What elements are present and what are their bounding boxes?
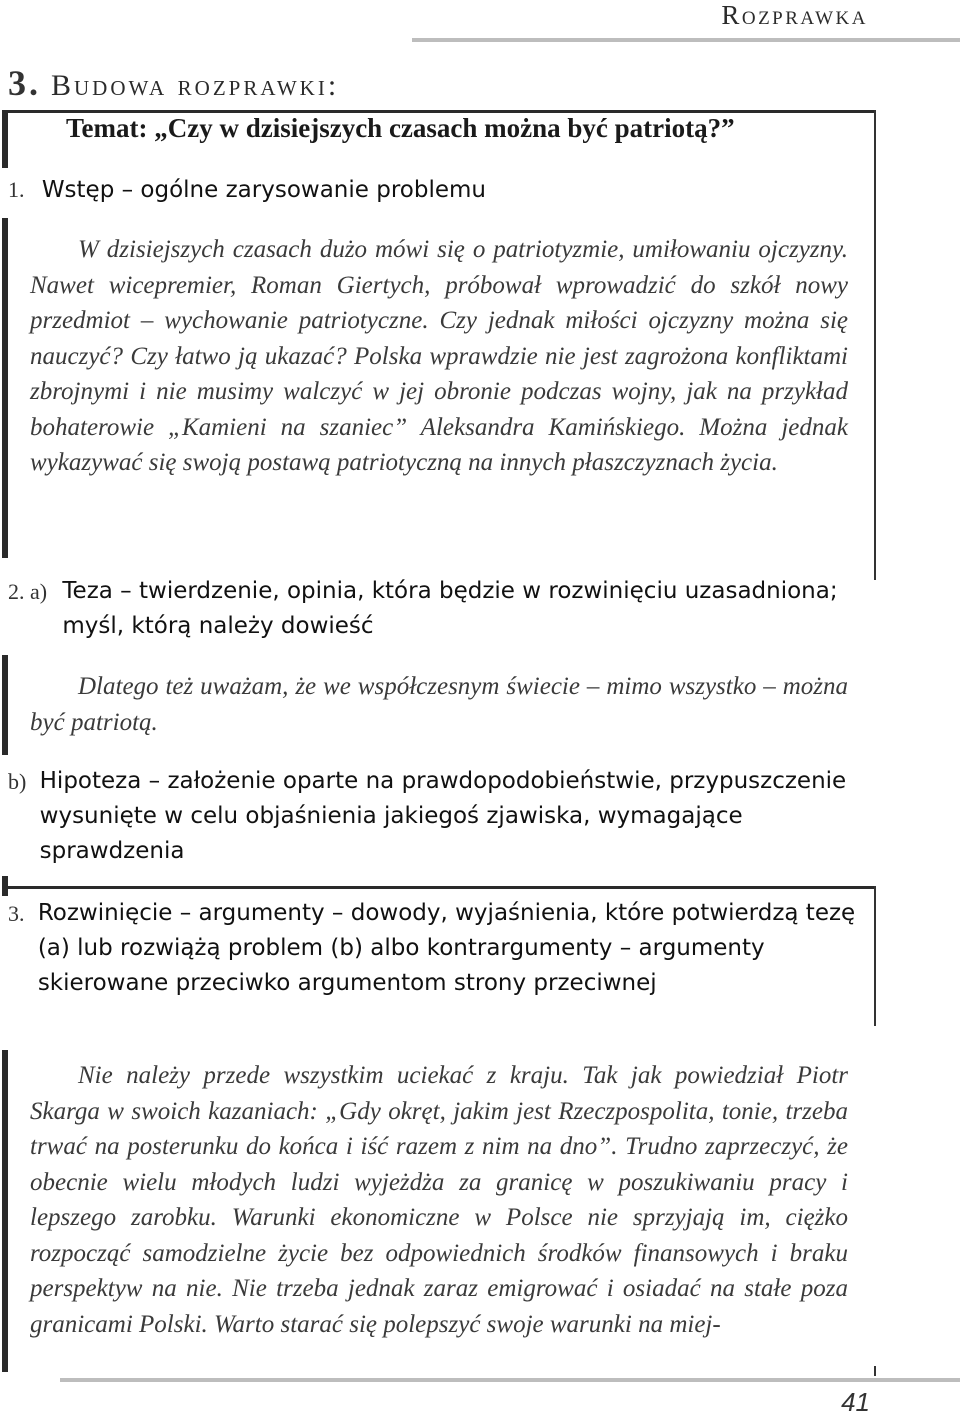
intro-bar bbox=[2, 218, 8, 558]
development-right-rule bbox=[874, 886, 876, 1026]
frame-left-bar bbox=[2, 112, 8, 168]
header-rule bbox=[412, 38, 960, 42]
development-bar bbox=[2, 1050, 8, 1372]
section-title-text: Budowa rozprawki: bbox=[51, 69, 340, 102]
section-number: 3. bbox=[8, 63, 41, 103]
intro-paragraph-block bbox=[30, 232, 848, 481]
hypothesis-heading: Hipoteza – założenie oparte na prawdopodobieństwie, przypuszczenie wysunięte w celu objaśnienia jakiegoś zjawiska, wymagające sprawdzenia bbox=[39, 768, 847, 864]
development-paragraph-block bbox=[30, 1058, 848, 1342]
development-top-rule bbox=[2, 886, 874, 889]
intro-heading-row bbox=[8, 172, 868, 208]
thesis-paragraph-block bbox=[30, 669, 848, 740]
intro-heading: Wstęp – ogólne zarysowanie problemu bbox=[41, 177, 486, 203]
running-head: Rozprawka bbox=[721, 0, 868, 30]
hypothesis-number: b) bbox=[8, 769, 27, 794]
development-heading-row bbox=[8, 896, 870, 1001]
development-number: 3. bbox=[8, 901, 25, 926]
page-number: 41 bbox=[841, 1387, 870, 1417]
development-heading: Rozwinięcie – argumenty – dowody, wyjaśnienia, które potwierdzą tezę (a) lub rozwiążą problem (b) albo kontrargumenty – argumenty skierowane przeciwko argumentom strony przeciwnej bbox=[37, 900, 856, 996]
hypothesis-heading-row bbox=[8, 764, 870, 869]
thesis-heading: Teza – twierdzenie, opinia, która będzie w rozwinięciu uzasadniona; myśl, którą należy dowieść bbox=[62, 578, 838, 639]
thesis-number: 2. a) bbox=[8, 579, 48, 604]
footer-rule bbox=[60, 1378, 960, 1382]
section-title bbox=[8, 62, 339, 104]
development-paragraph: Nie należy przede wszystkim uciekać z kraju. Tak jak powiedział Piotr Skarga w swoich kazaniach: „Gdy okręt, jakim jest Rzeczpospolita, tonie, trzeba trwać na posterunku do końca i iść razem z nim na dno”. Trudno zaprzeczyć, że obecnie wielu młodych ludzi wyjeżdża za granicę w poszukiwaniu pracy i lepszego zarobku. Warunki ekonomiczne w Polsce nie sprzyjają im, ciężko rozpocząć samodzielne życie bez odpowiednich środków finansowych i braku perspektyw na nie. Nie trzeba jednak zaraz emigrować i osiadać na stałe poza granicami Polski. Warto starać się polepszyć swoje warunki na miej- bbox=[30, 1062, 848, 1338]
thesis-heading-row bbox=[8, 574, 870, 644]
topic-title: Temat: „Czy w dzisiejszych czasach można być patriotą?” bbox=[66, 113, 735, 143]
development-bottom-tick bbox=[874, 1366, 876, 1376]
frame-right-rule bbox=[874, 110, 876, 580]
intro-number: 1. bbox=[8, 177, 25, 202]
intro-paragraph: W dzisiejszych czasach dużo mówi się o patriotyzmie, umiłowaniu ojczyzny. Nawet wicepremier, Roman Giertych, próbował wprowadzić do szkół nowy przedmiot – wychowanie patriotyczne. Czy jednak miłości ojczyzny można się nauczyć? Czy łatwo ją ukazać? Polska wprawdzie nie jest zagrożona konfliktami zbrojnymi i nie musimy walczyć w jej obronie podczas wojny, jak na przykład bohaterowie „Kamieni na szaniec” Aleksandra Kamińskiego. Można jednak wykazywać się swoją postawą patriotyczną na innych płaszczyznach życia. bbox=[30, 236, 848, 476]
thesis-paragraph: Dlatego też uważam, że we współczesnym świecie – mimo wszystko – można być patriotą. bbox=[30, 673, 848, 736]
thesis-bar bbox=[2, 655, 8, 755]
